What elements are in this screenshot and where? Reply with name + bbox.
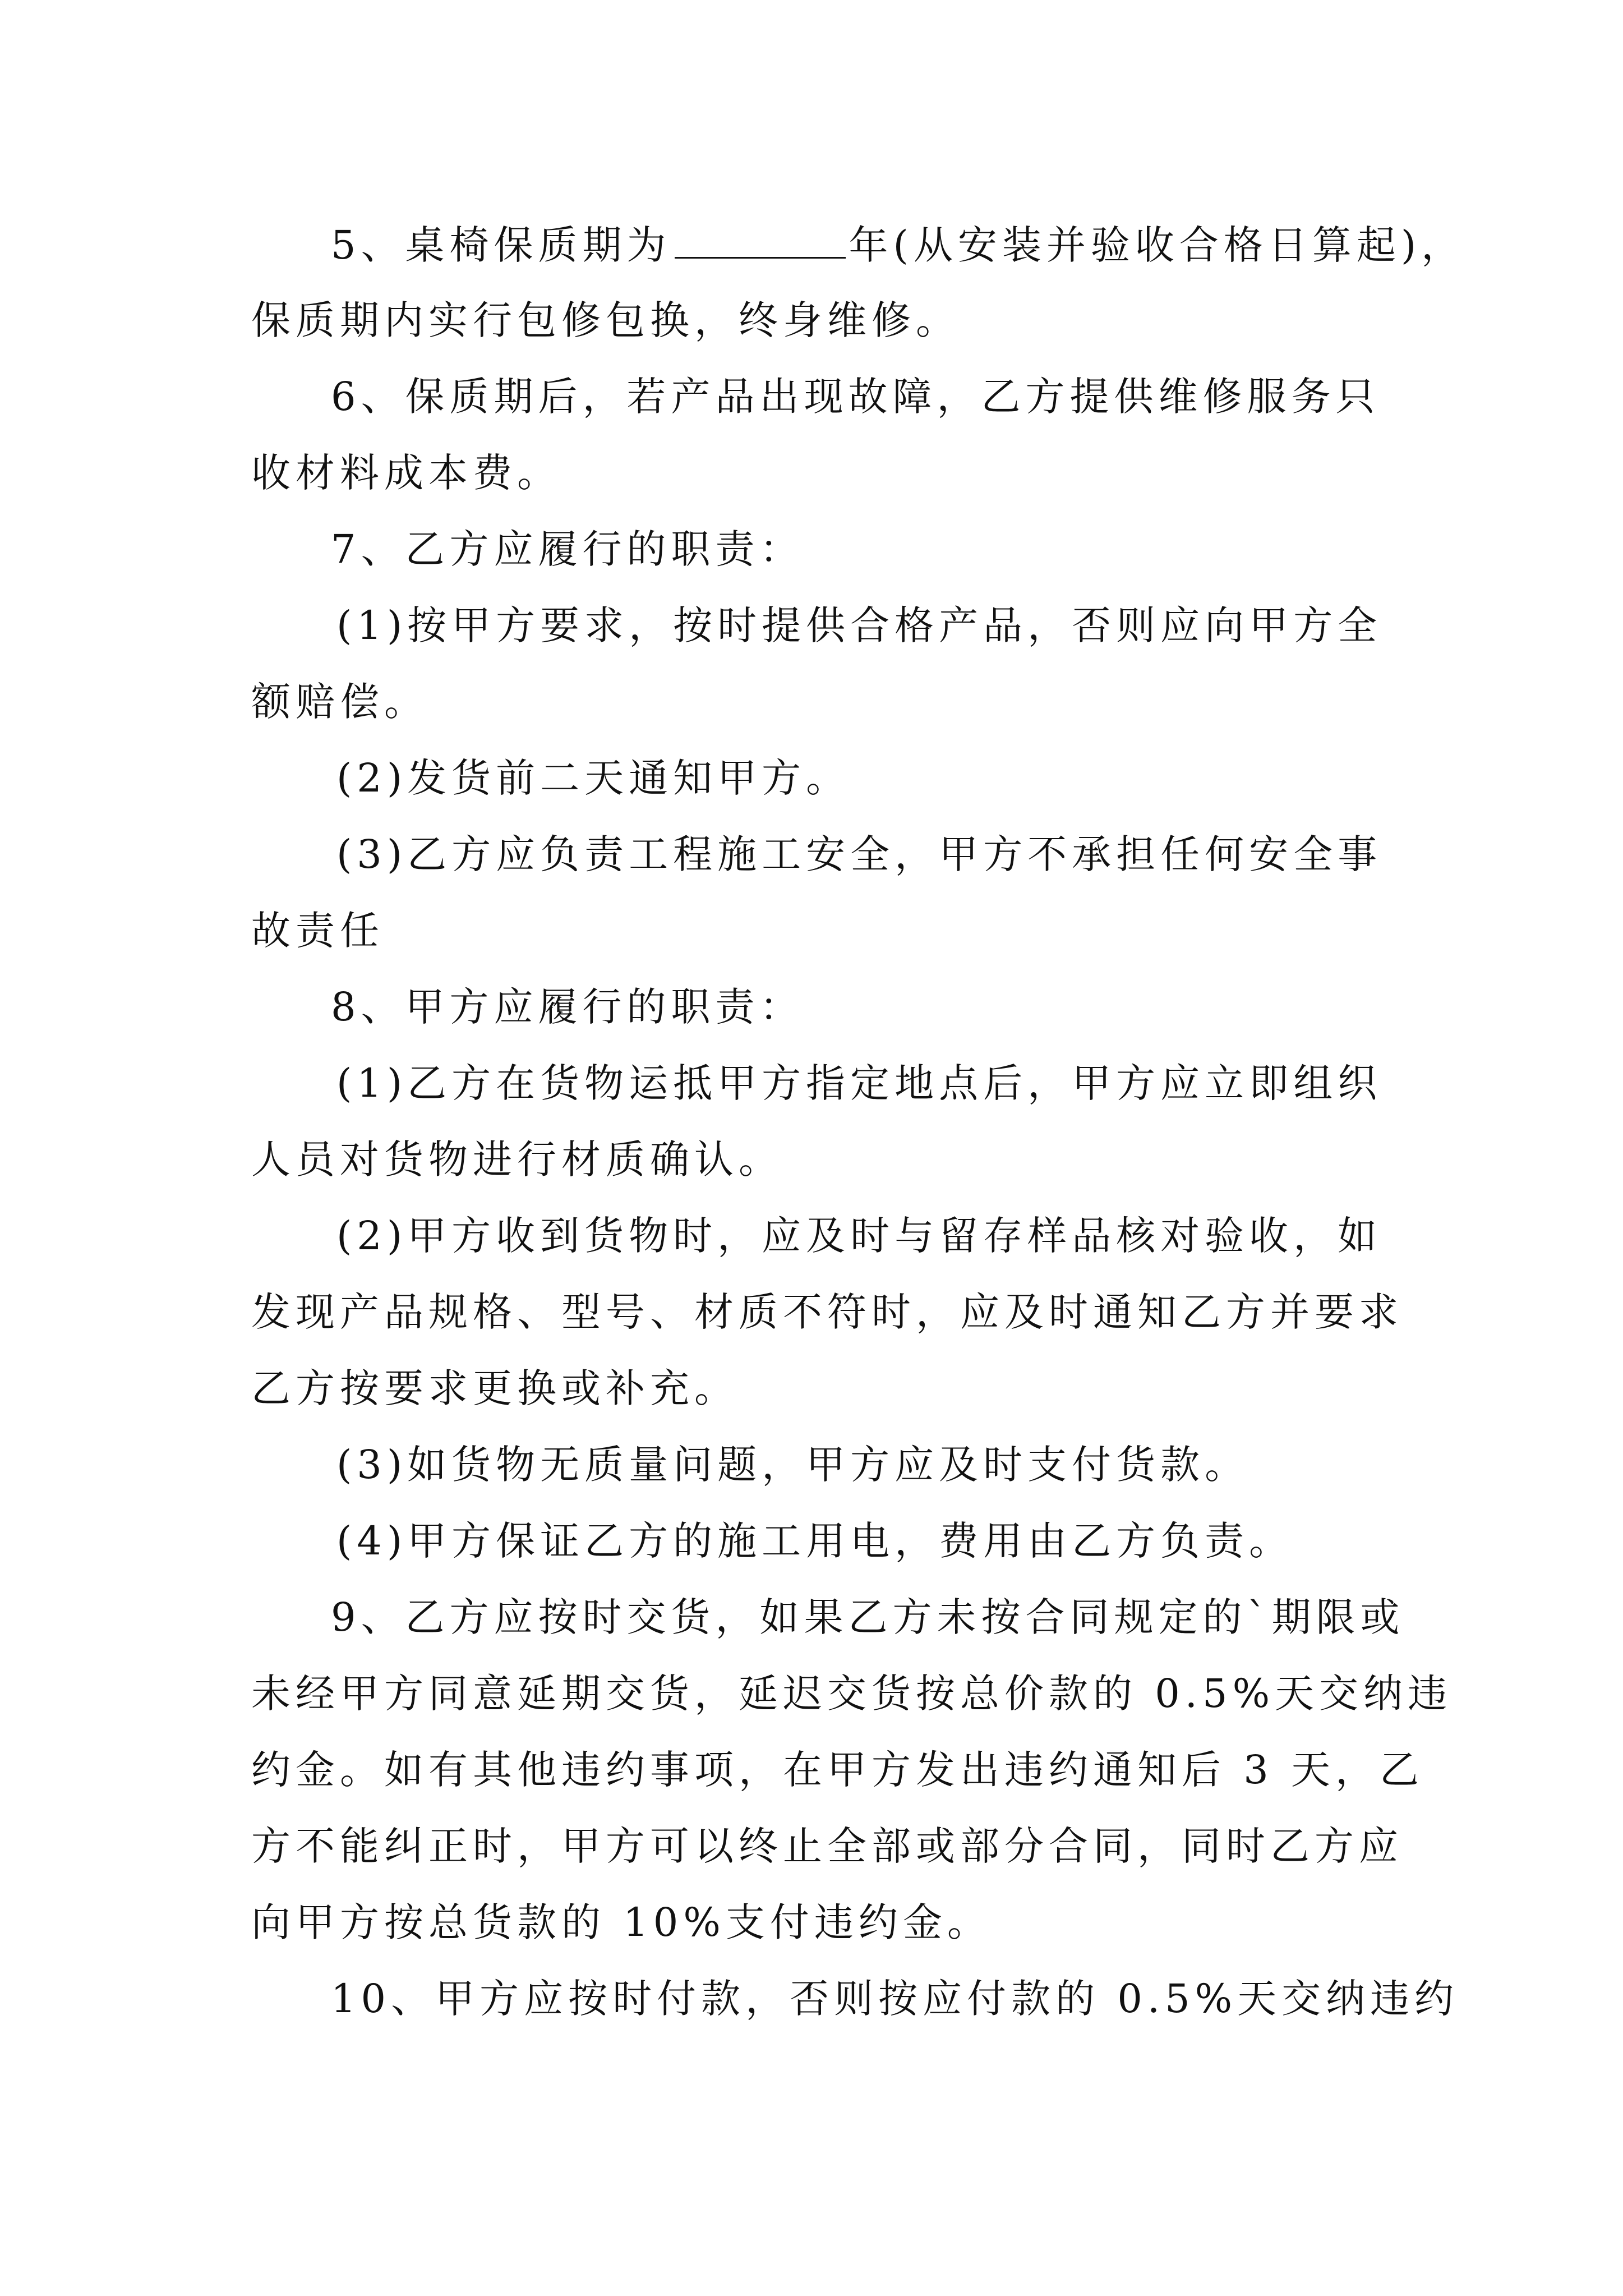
clause-8-item-4: (4)甲方保证乙方的施工用电，费用由乙方负责。 [336,1518,1294,1564]
clause-8-item-1-line-2: 人员对货物进行材质确认。 [251,1137,783,1182]
clause-10-line-1: 10、甲方应按时付款，否则按应付款的 0.5%天交纳违约 [331,1976,1459,2022]
clause-5-text-before-blank: 5、桌椅保质期为 [331,222,671,268]
clause-7-item-2: (2)发货前二天通知甲方。 [336,755,851,801]
clause-5-line-2: 保质期内实行包修包换，终身维修。 [251,297,960,343]
clause-5-text-after-blank: 年(从安装并验收合格日算起)， [849,222,1466,268]
clause-9-line-3: 约金。如有其他违约事项，在甲方发出违约通知后 3 天，乙 [251,1747,1424,1793]
clause-7-item-3-line-1: (3)乙方应负责工程施工安全，甲方不承担任何安全事 [336,831,1382,877]
clause-7-item-3-line-2: 故责任 [251,908,384,954]
clause-9-line-2: 未经甲方同意延期交货，延迟交货按总价款的 0.5%天交纳违 [251,1671,1453,1717]
clause-6-line-2: 收材料成本费。 [251,450,561,496]
clause-7-item-1-line-1: (1)按甲方要求，按时提供合格产品，否则应向甲方全 [336,602,1382,648]
clause-9-line-1: 9、乙方应按时交货，如果乙方未按合同规定的`期限或 [331,1594,1405,1640]
clause-6-line-1: 6、保质期后，若产品出现故障，乙方提供维修服务只 [331,374,1380,420]
clause-8-item-1-line-1: (1)乙方在货物运抵甲方指定地点后，甲方应立即组织 [336,1060,1382,1106]
clause-5-line-1 [331,222,1466,268]
clause-9-line-5: 向甲方按总货款的 10%支付违约金。 [251,1899,992,1945]
clause-8-heading: 8、甲方应履行的职责： [331,984,804,1030]
clause-9-line-4: 方不能纠正时，甲方可以终止全部或部分合同，同时乙方应 [251,1823,1403,1869]
clause-7-heading: 7、乙方应履行的职责： [331,526,804,572]
clause-8-item-3: (3)如货物无质量问题，甲方应及时支付货款。 [336,1442,1249,1488]
clause-7-item-1-line-2: 额赔偿。 [251,679,428,725]
warranty-years-blank [675,224,846,259]
clause-8-item-2-line-3: 乙方按要求更换或补充。 [251,1365,739,1411]
clause-8-item-2-line-2: 发现产品规格、型号、材质不符时，应及时通知乙方并要求 [251,1289,1403,1335]
clause-8-item-2-line-1: (2)甲方收到货物时，应及时与留存样品核对验收，如 [336,1213,1382,1259]
